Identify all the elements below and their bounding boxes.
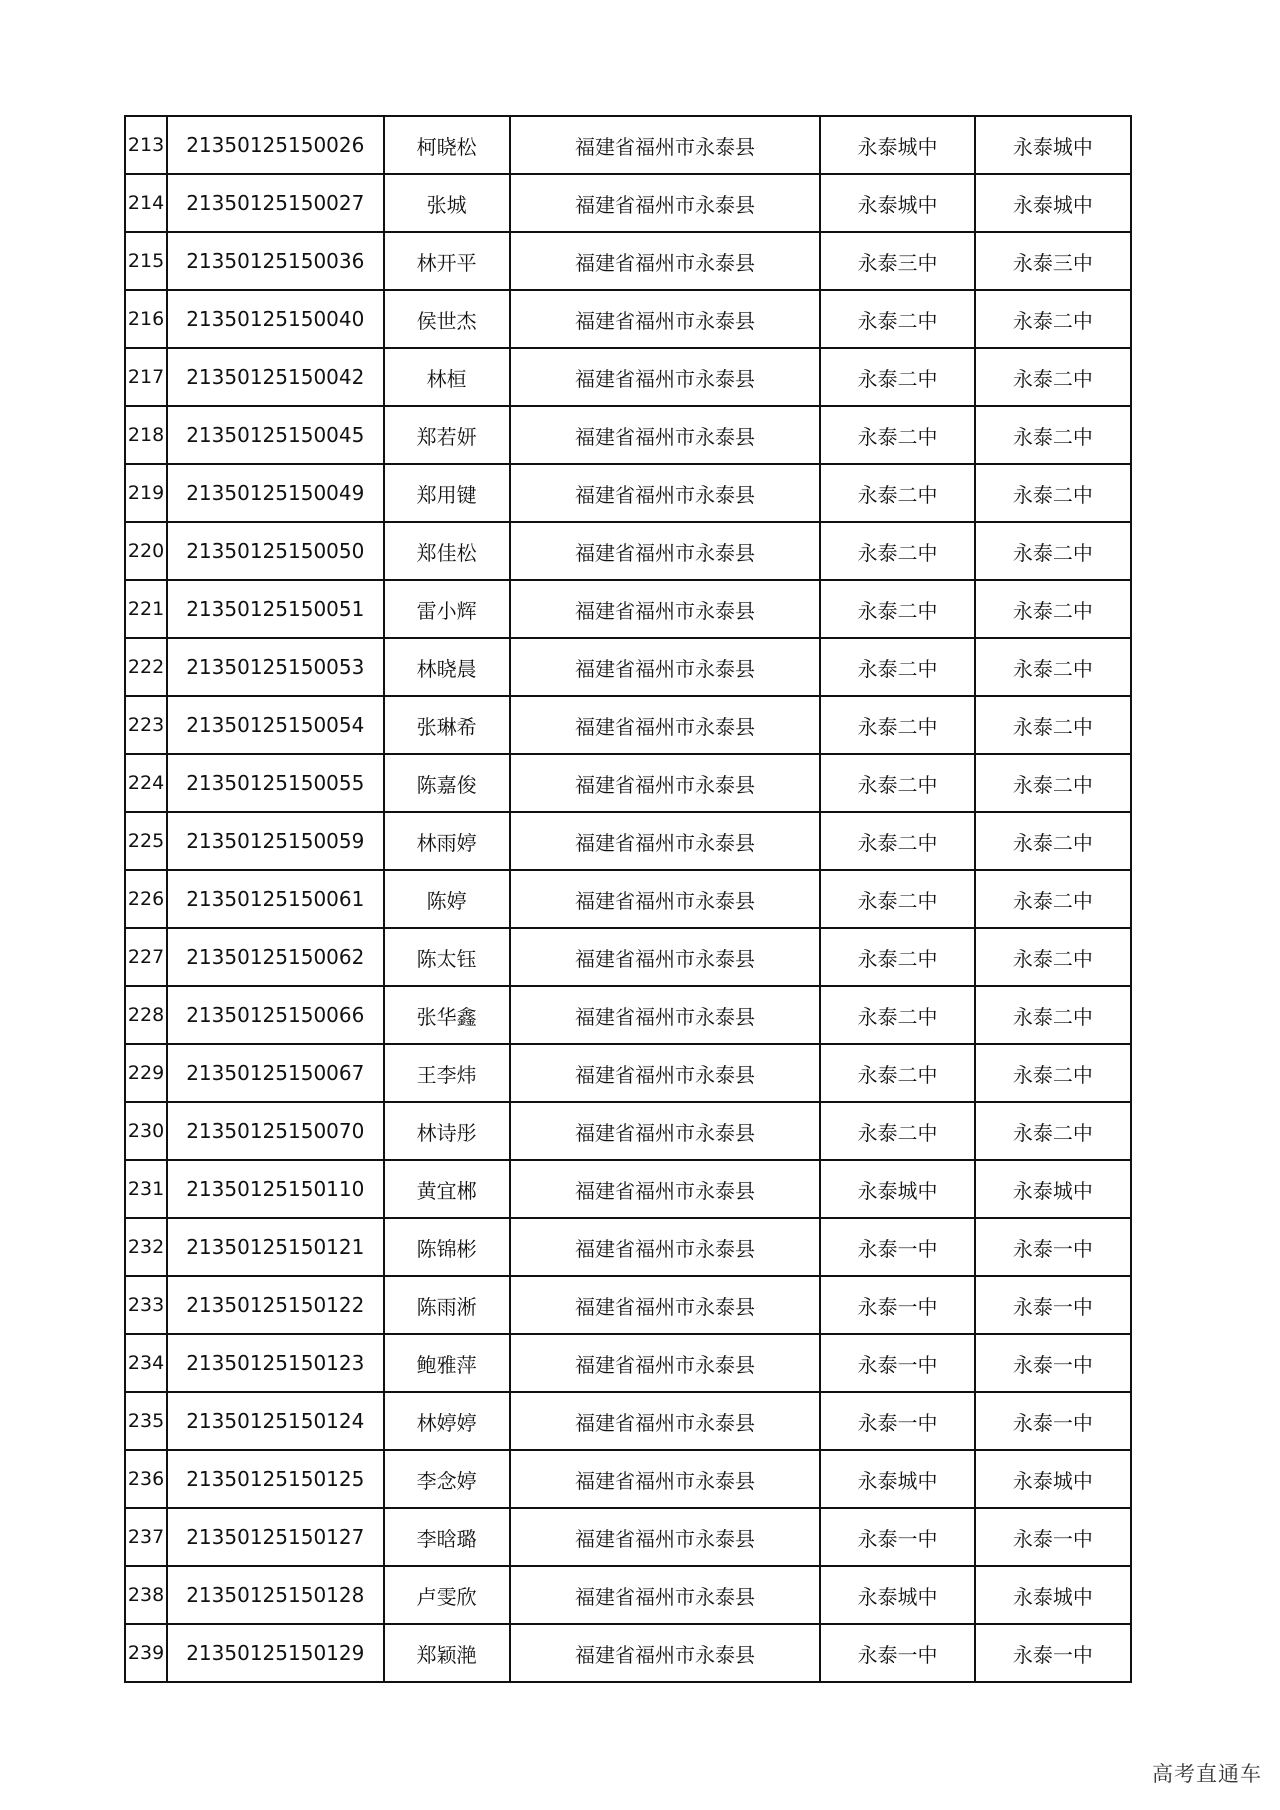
cell-index: 224 xyxy=(125,754,167,812)
cell-region: 福建省福州市永泰县 xyxy=(510,522,821,580)
cell-region: 福建省福州市永泰县 xyxy=(510,638,821,696)
cell-school: 永泰二中 xyxy=(820,1102,974,1160)
cell-index: 222 xyxy=(125,638,167,696)
cell-school: 永泰城中 xyxy=(820,174,974,232)
cell-school: 永泰二中 xyxy=(820,348,974,406)
table-row xyxy=(125,348,1131,406)
cell-school-admitted: 永泰二中 xyxy=(975,580,1131,638)
cell-index: 227 xyxy=(125,928,167,986)
table-row xyxy=(125,290,1131,348)
cell-school-admitted: 永泰二中 xyxy=(975,696,1131,754)
cell-exam-id: 21350125150027 xyxy=(167,174,383,232)
cell-school-admitted: 永泰城中 xyxy=(975,1450,1131,1508)
table-row xyxy=(125,1102,1131,1160)
cell-name: 张城 xyxy=(384,174,510,232)
cell-school: 永泰二中 xyxy=(820,696,974,754)
cell-index: 217 xyxy=(125,348,167,406)
table-row xyxy=(125,1566,1131,1624)
cell-school-admitted: 永泰二中 xyxy=(975,1102,1131,1160)
cell-school: 永泰二中 xyxy=(820,406,974,464)
cell-name: 郑用键 xyxy=(384,464,510,522)
cell-school: 永泰二中 xyxy=(820,290,974,348)
table-row xyxy=(125,1160,1131,1218)
cell-region: 福建省福州市永泰县 xyxy=(510,1160,821,1218)
cell-index: 230 xyxy=(125,1102,167,1160)
cell-school: 永泰三中 xyxy=(820,232,974,290)
cell-region: 福建省福州市永泰县 xyxy=(510,1508,821,1566)
table-row xyxy=(125,580,1131,638)
cell-name: 鲍雅萍 xyxy=(384,1334,510,1392)
cell-exam-id: 21350125150061 xyxy=(167,870,383,928)
cell-exam-id: 21350125150066 xyxy=(167,986,383,1044)
table-row xyxy=(125,116,1131,174)
cell-index: 238 xyxy=(125,1566,167,1624)
cell-name: 侯世杰 xyxy=(384,290,510,348)
cell-name: 林婷婷 xyxy=(384,1392,510,1450)
cell-school: 永泰一中 xyxy=(820,1392,974,1450)
cell-school: 永泰二中 xyxy=(820,464,974,522)
cell-index: 237 xyxy=(125,1508,167,1566)
cell-index: 214 xyxy=(125,174,167,232)
cell-name: 林诗彤 xyxy=(384,1102,510,1160)
table-row xyxy=(125,406,1131,464)
cell-region: 福建省福州市永泰县 xyxy=(510,1044,821,1102)
cell-school-admitted: 永泰二中 xyxy=(975,812,1131,870)
table-row xyxy=(125,1508,1131,1566)
cell-exam-id: 21350125150110 xyxy=(167,1160,383,1218)
cell-index: 218 xyxy=(125,406,167,464)
table-row xyxy=(125,986,1131,1044)
cell-school: 永泰二中 xyxy=(820,986,974,1044)
cell-index: 232 xyxy=(125,1218,167,1276)
cell-region: 福建省福州市永泰县 xyxy=(510,928,821,986)
cell-school-admitted: 永泰二中 xyxy=(975,928,1131,986)
watermark-text: 高考直通车 xyxy=(1152,1762,1262,1786)
cell-index: 228 xyxy=(125,986,167,1044)
cell-school-admitted: 永泰一中 xyxy=(975,1392,1131,1450)
cell-school-admitted: 永泰二中 xyxy=(975,754,1131,812)
cell-school: 永泰城中 xyxy=(820,1566,974,1624)
cell-name: 柯晓松 xyxy=(384,116,510,174)
cell-exam-id: 21350125150070 xyxy=(167,1102,383,1160)
cell-region: 福建省福州市永泰县 xyxy=(510,870,821,928)
cell-exam-id: 21350125150054 xyxy=(167,696,383,754)
cell-school-admitted: 永泰二中 xyxy=(975,1044,1131,1102)
cell-exam-id: 21350125150026 xyxy=(167,116,383,174)
cell-exam-id: 21350125150122 xyxy=(167,1276,383,1334)
cell-name: 黄宜郴 xyxy=(384,1160,510,1218)
cell-school-admitted: 永泰二中 xyxy=(975,638,1131,696)
cell-region: 福建省福州市永泰县 xyxy=(510,1276,821,1334)
cell-name: 陈婷 xyxy=(384,870,510,928)
table-row xyxy=(125,696,1131,754)
cell-index: 239 xyxy=(125,1624,167,1682)
cell-school-admitted: 永泰一中 xyxy=(975,1276,1131,1334)
cell-school: 永泰城中 xyxy=(820,116,974,174)
cell-school: 永泰一中 xyxy=(820,1334,974,1392)
table-row xyxy=(125,754,1131,812)
cell-region: 福建省福州市永泰县 xyxy=(510,1102,821,1160)
cell-school: 永泰二中 xyxy=(820,522,974,580)
cell-school-admitted: 永泰二中 xyxy=(975,406,1131,464)
cell-school-admitted: 永泰二中 xyxy=(975,870,1131,928)
cell-region: 福建省福州市永泰县 xyxy=(510,1450,821,1508)
cell-index: 235 xyxy=(125,1392,167,1450)
cell-index: 236 xyxy=(125,1450,167,1508)
cell-index: 233 xyxy=(125,1276,167,1334)
cell-school-admitted: 永泰城中 xyxy=(975,1566,1131,1624)
cell-exam-id: 21350125150042 xyxy=(167,348,383,406)
cell-name: 陈嘉俊 xyxy=(384,754,510,812)
cell-index: 221 xyxy=(125,580,167,638)
cell-exam-id: 21350125150036 xyxy=(167,232,383,290)
cell-exam-id: 21350125150124 xyxy=(167,1392,383,1450)
cell-school-admitted: 永泰城中 xyxy=(975,116,1131,174)
table-row xyxy=(125,870,1131,928)
cell-name: 郑佳松 xyxy=(384,522,510,580)
cell-name: 张华鑫 xyxy=(384,986,510,1044)
cell-region: 福建省福州市永泰县 xyxy=(510,1566,821,1624)
cell-school-admitted: 永泰二中 xyxy=(975,522,1131,580)
cell-index: 234 xyxy=(125,1334,167,1392)
cell-school-admitted: 永泰二中 xyxy=(975,348,1131,406)
cell-exam-id: 21350125150129 xyxy=(167,1624,383,1682)
cell-index: 216 xyxy=(125,290,167,348)
cell-school: 永泰一中 xyxy=(820,1508,974,1566)
cell-index: 220 xyxy=(125,522,167,580)
cell-index: 225 xyxy=(125,812,167,870)
student-list-table xyxy=(124,115,1132,1683)
cell-exam-id: 21350125150121 xyxy=(167,1218,383,1276)
cell-index: 213 xyxy=(125,116,167,174)
cell-index: 229 xyxy=(125,1044,167,1102)
cell-school-admitted: 永泰三中 xyxy=(975,232,1131,290)
table-row xyxy=(125,1276,1131,1334)
cell-index: 215 xyxy=(125,232,167,290)
cell-region: 福建省福州市永泰县 xyxy=(510,1334,821,1392)
cell-school-admitted: 永泰一中 xyxy=(975,1334,1131,1392)
cell-exam-id: 21350125150045 xyxy=(167,406,383,464)
cell-exam-id: 21350125150051 xyxy=(167,580,383,638)
cell-region: 福建省福州市永泰县 xyxy=(510,348,821,406)
cell-region: 福建省福州市永泰县 xyxy=(510,116,821,174)
table-row xyxy=(125,1450,1131,1508)
cell-index: 223 xyxy=(125,696,167,754)
table-row xyxy=(125,928,1131,986)
table-row xyxy=(125,1044,1131,1102)
cell-name: 林桓 xyxy=(384,348,510,406)
cell-exam-id: 21350125150049 xyxy=(167,464,383,522)
cell-name: 卢雯欣 xyxy=(384,1566,510,1624)
cell-exam-id: 21350125150040 xyxy=(167,290,383,348)
cell-region: 福建省福州市永泰县 xyxy=(510,464,821,522)
cell-name: 陈太钰 xyxy=(384,928,510,986)
cell-region: 福建省福州市永泰县 xyxy=(510,986,821,1044)
cell-school-admitted: 永泰二中 xyxy=(975,986,1131,1044)
cell-region: 福建省福州市永泰县 xyxy=(510,696,821,754)
cell-school-admitted: 永泰二中 xyxy=(975,290,1131,348)
cell-name: 陈雨淅 xyxy=(384,1276,510,1334)
table-row xyxy=(125,1218,1131,1276)
cell-exam-id: 21350125150062 xyxy=(167,928,383,986)
cell-exam-id: 21350125150053 xyxy=(167,638,383,696)
cell-region: 福建省福州市永泰县 xyxy=(510,812,821,870)
cell-exam-id: 21350125150055 xyxy=(167,754,383,812)
cell-school: 永泰一中 xyxy=(820,1624,974,1682)
cell-school: 永泰城中 xyxy=(820,1160,974,1218)
cell-school: 永泰二中 xyxy=(820,638,974,696)
cell-school: 永泰二中 xyxy=(820,928,974,986)
table-row xyxy=(125,1334,1131,1392)
cell-exam-id: 21350125150127 xyxy=(167,1508,383,1566)
cell-school-admitted: 永泰一中 xyxy=(975,1508,1131,1566)
cell-name: 王李炜 xyxy=(384,1044,510,1102)
cell-school: 永泰二中 xyxy=(820,870,974,928)
cell-school-admitted: 永泰城中 xyxy=(975,1160,1131,1218)
table-row xyxy=(125,1392,1131,1450)
cell-name: 雷小辉 xyxy=(384,580,510,638)
cell-school: 永泰一中 xyxy=(820,1276,974,1334)
cell-school-admitted: 永泰一中 xyxy=(975,1218,1131,1276)
cell-school: 永泰一中 xyxy=(820,1218,974,1276)
cell-name: 林开平 xyxy=(384,232,510,290)
cell-region: 福建省福州市永泰县 xyxy=(510,754,821,812)
table-row xyxy=(125,464,1131,522)
cell-region: 福建省福州市永泰县 xyxy=(510,1218,821,1276)
cell-exam-id: 21350125150128 xyxy=(167,1566,383,1624)
cell-exam-id: 21350125150059 xyxy=(167,812,383,870)
cell-school: 永泰二中 xyxy=(820,754,974,812)
table-row xyxy=(125,1624,1131,1682)
cell-exam-id: 21350125150125 xyxy=(167,1450,383,1508)
cell-name: 张琳希 xyxy=(384,696,510,754)
table-row xyxy=(125,174,1131,232)
cell-exam-id: 21350125150123 xyxy=(167,1334,383,1392)
cell-name: 郑若妍 xyxy=(384,406,510,464)
cell-region: 福建省福州市永泰县 xyxy=(510,580,821,638)
cell-exam-id: 21350125150050 xyxy=(167,522,383,580)
cell-region: 福建省福州市永泰县 xyxy=(510,1392,821,1450)
cell-school-admitted: 永泰一中 xyxy=(975,1624,1131,1682)
table-row xyxy=(125,232,1131,290)
cell-school: 永泰二中 xyxy=(820,580,974,638)
cell-name: 李晗璐 xyxy=(384,1508,510,1566)
cell-index: 231 xyxy=(125,1160,167,1218)
cell-region: 福建省福州市永泰县 xyxy=(510,1624,821,1682)
cell-school: 永泰二中 xyxy=(820,812,974,870)
cell-school-admitted: 永泰二中 xyxy=(975,464,1131,522)
cell-exam-id: 21350125150067 xyxy=(167,1044,383,1102)
cell-name: 林晓晨 xyxy=(384,638,510,696)
cell-region: 福建省福州市永泰县 xyxy=(510,174,821,232)
cell-school-admitted: 永泰城中 xyxy=(975,174,1131,232)
cell-region: 福建省福州市永泰县 xyxy=(510,406,821,464)
cell-name: 陈锦彬 xyxy=(384,1218,510,1276)
table-body xyxy=(125,116,1131,1682)
cell-name: 李念婷 xyxy=(384,1450,510,1508)
table-row xyxy=(125,638,1131,696)
cell-school: 永泰城中 xyxy=(820,1450,974,1508)
cell-school: 永泰二中 xyxy=(820,1044,974,1102)
cell-region: 福建省福州市永泰县 xyxy=(510,290,821,348)
cell-name: 林雨婷 xyxy=(384,812,510,870)
cell-index: 219 xyxy=(125,464,167,522)
table-row xyxy=(125,812,1131,870)
table-row xyxy=(125,522,1131,580)
cell-name: 郑颖滟 xyxy=(384,1624,510,1682)
cell-index: 226 xyxy=(125,870,167,928)
cell-region: 福建省福州市永泰县 xyxy=(510,232,821,290)
